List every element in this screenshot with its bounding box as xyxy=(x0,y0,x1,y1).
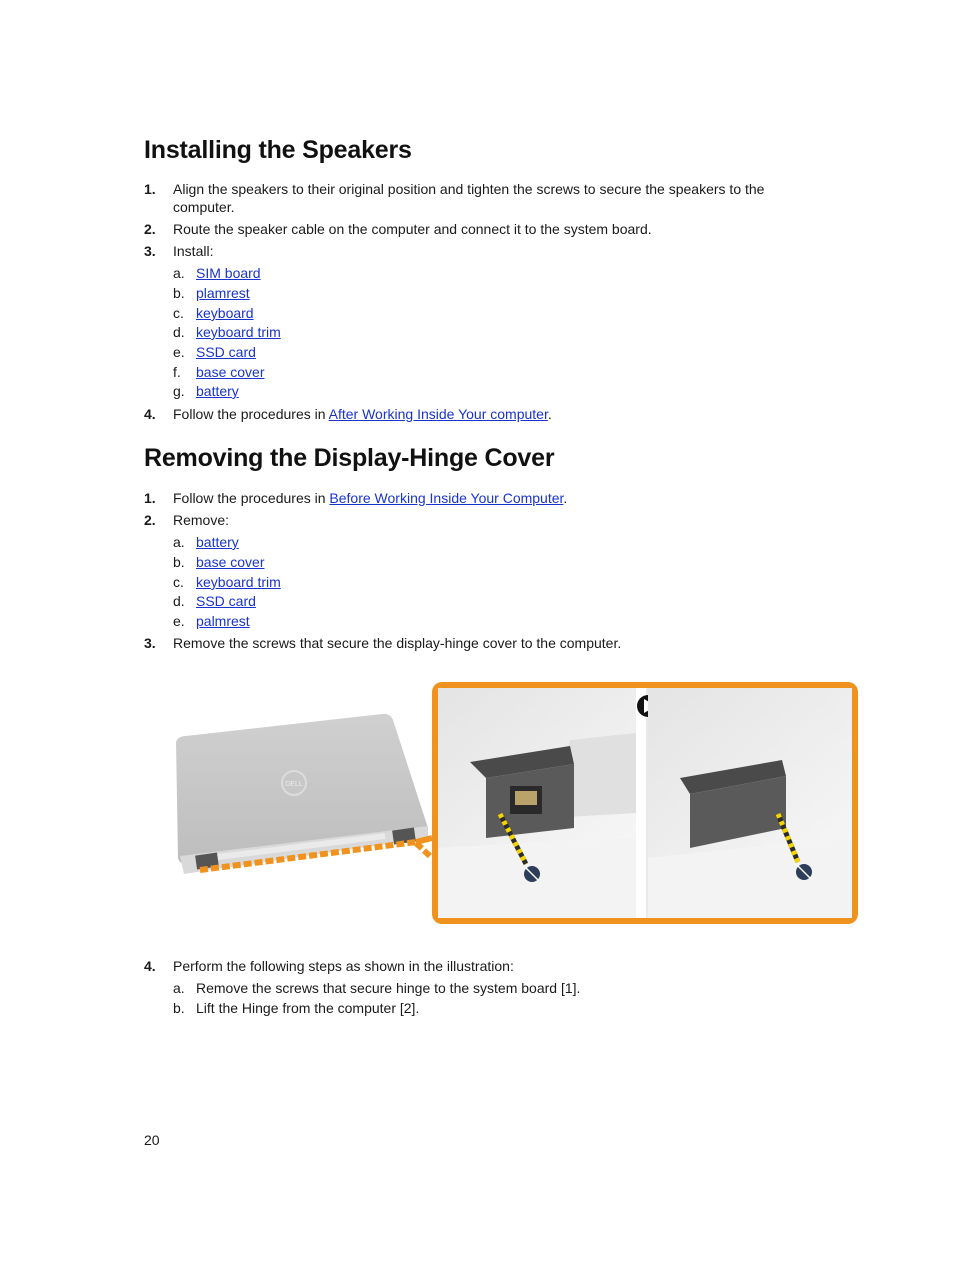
step-text: Follow the procedures in After Working Inside Your computer. xyxy=(173,406,552,422)
step-number: 1. xyxy=(144,490,156,506)
step-text: Remove the screws that secure the display-hinge cover to the computer. xyxy=(173,635,622,651)
install-item-palmrest: b. plamrest xyxy=(173,285,250,301)
link-palmrest[interactable]: plamrest xyxy=(196,285,250,301)
link-after-working-inside[interactable]: After Working Inside Your computer xyxy=(328,406,548,422)
page-number: 20 xyxy=(144,1132,160,1148)
laptop-overview xyxy=(176,714,432,874)
remove-item-battery: a. battery xyxy=(173,534,239,550)
step-number: 2. xyxy=(144,512,156,528)
step4-item-text: Remove the screws that secure hinge to the system board [1]. xyxy=(196,980,581,996)
step4-item-text: Lift the Hinge from the computer [2]. xyxy=(196,1000,420,1016)
step-text: Install: xyxy=(173,243,214,259)
step-text: Route the speaker cable on the computer and connect it to the system board. xyxy=(173,221,652,237)
hinge-cover-illustration xyxy=(170,678,862,928)
link-ssd-card[interactable]: SSD card xyxy=(196,344,256,360)
detail-panel-step-2 xyxy=(648,688,852,918)
link-keyboard-trim[interactable]: keyboard trim xyxy=(196,574,281,590)
install-item-sim-board: a. SIM board xyxy=(173,265,261,281)
step4-item-a: a. Remove the screws that secure hinge to the system board [1]. xyxy=(173,980,581,996)
link-keyboard-trim[interactable]: keyboard trim xyxy=(196,324,281,340)
remove-item-base-cover: b. base cover xyxy=(173,554,265,570)
step4-item-b: b. Lift the Hinge from the computer [2]. xyxy=(173,1000,420,1016)
step-text: Align the speakers to their original position and tighten the screws to secure the speakers to the computer. xyxy=(173,181,765,215)
remove-step-4 xyxy=(144,957,814,975)
callout-line-right xyxy=(416,843,432,858)
remove-step-3 xyxy=(144,634,814,652)
install-step-2 xyxy=(144,220,814,238)
section-title-removing-hinge-cover: Removing the Display-Hinge Cover xyxy=(144,444,555,472)
remove-item-keyboard-trim: c. keyboard trim xyxy=(173,574,281,590)
step-number: 1. xyxy=(144,181,156,197)
step-text: Follow the procedures in Before Working Inside Your Computer. xyxy=(173,490,568,506)
remove-step-1 xyxy=(144,489,814,507)
step-text: Perform the following steps as shown in the illustration: xyxy=(173,958,514,974)
install-item-ssd-card: e. SSD card xyxy=(173,344,256,360)
install-step-3 xyxy=(144,242,814,260)
section-title-installing-speakers: Installing the Speakers xyxy=(144,136,412,164)
install-item-keyboard-trim: d. keyboard trim xyxy=(173,324,281,340)
detail-panel-step-1 xyxy=(438,688,636,918)
install-step-4 xyxy=(144,405,814,423)
install-item-keyboard: c. keyboard xyxy=(173,305,254,321)
link-battery[interactable]: battery xyxy=(196,534,239,550)
install-step-1 xyxy=(144,180,814,216)
link-keyboard[interactable]: keyboard xyxy=(196,305,254,321)
link-base-cover[interactable]: base cover xyxy=(196,364,265,380)
link-battery[interactable]: battery xyxy=(196,383,239,399)
step-number: 3. xyxy=(144,635,156,651)
illustration-svg xyxy=(170,678,862,928)
step-number: 4. xyxy=(144,406,156,422)
step-number: 2. xyxy=(144,221,156,237)
link-base-cover[interactable]: base cover xyxy=(196,554,265,570)
link-sim-board[interactable]: SIM board xyxy=(196,265,261,281)
link-ssd-card[interactable]: SSD card xyxy=(196,593,256,609)
install-item-battery: g. battery xyxy=(173,383,239,399)
install-item-base-cover: f. base cover xyxy=(173,364,265,380)
link-before-working-inside[interactable]: Before Working Inside Your Computer xyxy=(329,490,564,506)
remove-item-palmrest: e. palmrest xyxy=(173,613,250,629)
link-palmrest[interactable]: palmrest xyxy=(196,613,250,629)
step-number: 3. xyxy=(144,243,156,259)
step-number: 4. xyxy=(144,958,156,974)
remove-item-ssd-card: d. SSD card xyxy=(173,593,256,609)
step-text: Remove: xyxy=(173,512,230,528)
dell-logo-text: DELL xyxy=(285,781,303,788)
remove-step-2 xyxy=(144,511,814,529)
